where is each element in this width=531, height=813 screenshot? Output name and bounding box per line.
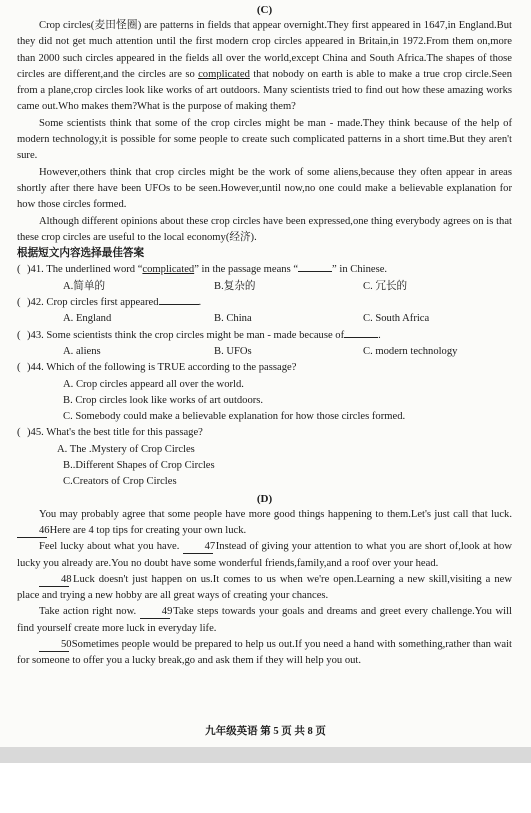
question-42: ( )42. Crop circles first appeared . bbox=[17, 297, 202, 309]
section-d-paragraph-2: Feel lucky about what you have. 47 Instead of giving your attention to what you are short of,look at how lucky you already are.You no doubt have some wonderful friends,family,and a roof over your head. bbox=[17, 541, 512, 569]
question-45-option-a bbox=[17, 442, 512, 458]
blank-48[interactable]: 48 bbox=[39, 573, 69, 587]
blank-49[interactable]: 49 bbox=[140, 605, 170, 619]
option-b[interactable]: B. China bbox=[214, 313, 252, 325]
option-a[interactable]: A. England bbox=[63, 313, 112, 325]
question-45-option-c bbox=[17, 474, 512, 490]
section-c-paragraph-4: Although different opinions about these crop circles have been expressed,one thing everybody agrees on is that these crop circles are useful to the local economy(经济). bbox=[17, 215, 512, 243]
option-a[interactable]: A. The .Mystery of Crop Circles bbox=[57, 443, 195, 455]
question-42-options bbox=[17, 311, 512, 327]
answer-blank[interactable] bbox=[298, 271, 332, 272]
question-44-option-c bbox=[17, 409, 512, 425]
option-b[interactable]: B. Crop circles look like works of art outdoors. bbox=[63, 394, 264, 406]
section-c-paragraph-1: Crop circles(麦田怪圈) are patterns in fields that appear overnight.They first appeared in 1647,in England.But they did not get much attention until the first modern crop circles appeared in Britain,in 1972.From them on,more than 2000 such circles appeared in the fields all over the world,except China and South Africa.The shapes of those circles are different,and the circles are so complicated that nobody on earth is able to make a true crop circle.Seen from a plane,crop circles look like works of art outdoors. Many scientists tried to find out how these amazing works came out.Who makes them?What is the purpose of making them? bbox=[17, 20, 512, 113]
answer-blank[interactable] bbox=[159, 304, 199, 305]
option-a[interactable]: A. aliens bbox=[63, 345, 101, 357]
option-c[interactable]: C. South Africa bbox=[363, 313, 430, 325]
option-b[interactable]: B. UFOs bbox=[214, 345, 252, 357]
section-d-paragraph-5: 50 Sometimes people would be prepared to help us out.If you need a hand with something,rather than wait for someone to offer you a lucky break,go and ask them if they will help you out. bbox=[17, 638, 512, 667]
option-c[interactable]: C. Somebody could make a believable explanation for how those circles formed. bbox=[63, 411, 406, 423]
section-d-paragraph-3: 48 Luck doesn't just happen on us.It comes to us when we're open.Learning a new skill,visiting a new place and trying a new hobby are all great ways of creating your chances. bbox=[17, 573, 512, 602]
option-a[interactable]: A.简单的 bbox=[63, 280, 106, 292]
option-a[interactable]: A. Crop circles appeard all over the world. bbox=[63, 378, 244, 390]
section-d-paragraph-4: Take action right now. 49 Take steps towards your goals and dreams and greet every challenge.You will find yourself create more luck in everyday life. bbox=[17, 606, 512, 634]
section-d-paragraph-1: You may probably agree that some people have more good things happening to them.Let's just call that luck. 46 Here are 4 top tips for creating your own luck. bbox=[17, 507, 512, 540]
question-44-option-a bbox=[17, 377, 512, 393]
section-c-paragraph-2: Some scientists think that some of the crop circles might be man - made.They think because of the help of modern technology,it is possible for some people to create such complicated patterns in a short time.But they aren't sure. bbox=[17, 117, 512, 162]
underlined-word: complicated bbox=[198, 68, 250, 80]
section-d-label: (D) bbox=[256, 492, 273, 505]
answer-blank[interactable] bbox=[344, 337, 378, 338]
instruction-heading: 根据短文内容选择最佳答案 bbox=[17, 248, 145, 260]
question-44: ( )44. Which of the following is TRUE according to the passage? bbox=[17, 362, 297, 374]
blank-50[interactable]: 50 bbox=[39, 638, 69, 652]
question-44-option-b bbox=[17, 393, 512, 409]
question-45: ( )45. What's the best title for this passage? bbox=[17, 427, 203, 439]
question-41: ( )41. The underlined word “complicated” in the passage means “ ” in Chinese. bbox=[17, 264, 388, 276]
option-b[interactable]: B..Different Shapes of Crop Circles bbox=[63, 460, 215, 472]
option-c[interactable]: C. modern technology bbox=[363, 345, 458, 357]
page-content bbox=[17, 2, 512, 670]
blank-46[interactable]: 46 bbox=[17, 524, 47, 538]
section-c-paragraph-3: However,others think that crop circles might be the work of some aliens,because they often appear in areas shortly after there have been UFOs to be seen.However,until now,no one could make a believable explanation for how those circles formed. bbox=[17, 166, 512, 211]
blank-47[interactable]: 47 bbox=[183, 540, 213, 554]
option-b[interactable]: B.复杂的 bbox=[214, 280, 256, 292]
section-c-label: (C) bbox=[256, 4, 273, 16]
question-45-option-b bbox=[17, 458, 512, 474]
question-41-options bbox=[17, 279, 512, 295]
question-43: ( )43. Some scientists think the crop circles might be man - made because of . bbox=[17, 329, 381, 341]
option-c[interactable]: C. 冗长的 bbox=[363, 280, 408, 292]
question-43-options bbox=[17, 344, 512, 360]
page-footer: 九年级英语 第 5 页 共 8 页 bbox=[205, 726, 326, 737]
scan-bottom-band bbox=[0, 747, 531, 763]
option-c[interactable]: C.Creators of Crop Circles bbox=[63, 476, 177, 488]
